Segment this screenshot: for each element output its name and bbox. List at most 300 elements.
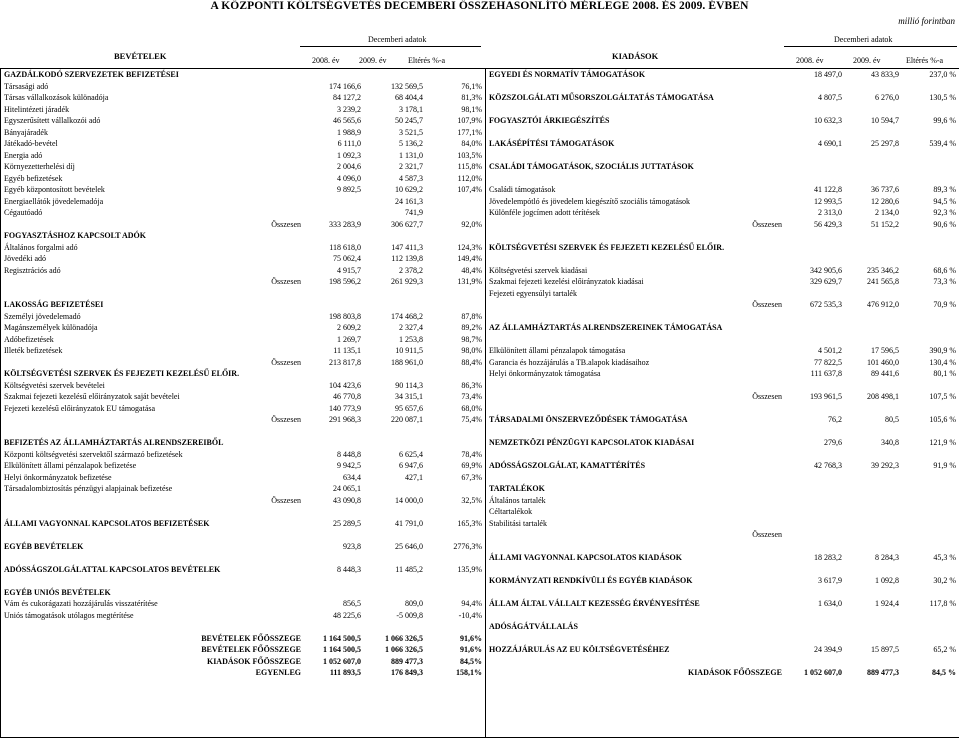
table-row bbox=[1, 656, 484, 668]
value-2009: 1 066 326,5 bbox=[385, 645, 423, 655]
row-label: KIADÁSOK FŐÖSSZEGE bbox=[687, 668, 782, 678]
value-diff bbox=[901, 587, 958, 599]
row-label: BEFIZETÉS AZ ÁLLAMHÁZTARTÁS ALRENDSZEREIBŐL bbox=[4, 438, 224, 448]
value-2009: 5 136,2 bbox=[399, 139, 423, 149]
value-2009 bbox=[363, 230, 425, 242]
row-label: Általános forgalmi adó bbox=[4, 242, 78, 252]
value-2008: 9 892,5 bbox=[337, 185, 361, 195]
row-label bbox=[486, 334, 784, 346]
row-label: Költségvetési szervek bevételei bbox=[4, 380, 105, 390]
row-label: Garancia és hozzájárulás a TB.alapok kiadásaihoz bbox=[489, 357, 650, 367]
value-diff bbox=[425, 575, 484, 587]
value-2009: 12 280,6 bbox=[871, 196, 899, 206]
value-2008: 9 942,5 bbox=[337, 461, 361, 471]
table-row bbox=[1, 483, 484, 495]
value-2009 bbox=[844, 311, 901, 323]
value-2008: 279,6 bbox=[824, 438, 842, 448]
row-label: TÁRSADALMI ÖNSZERVEZŐDÉSEK TÁMOGATÁSA bbox=[489, 415, 688, 425]
value-2008: 6 111,0 bbox=[337, 139, 361, 149]
row-label: Társas vállalkozások különadója bbox=[4, 93, 109, 103]
value-2009 bbox=[363, 368, 425, 380]
value-2008 bbox=[303, 529, 363, 541]
table-row bbox=[486, 552, 958, 564]
value-diff: 80,1 % bbox=[933, 369, 956, 379]
value-2009 bbox=[844, 610, 901, 622]
table-row bbox=[1, 288, 484, 300]
value-2008 bbox=[303, 575, 363, 587]
value-2008: 111 637,8 bbox=[810, 369, 842, 379]
value-diff: 98,7% bbox=[461, 334, 482, 344]
row-label bbox=[486, 656, 784, 668]
table-row bbox=[1, 518, 484, 530]
row-label: ÁLLAM ÁLTAL VÁLLALT KEZESSÉG ÉRVÉNYESÍTÉSE bbox=[489, 599, 700, 609]
value-2009: 220 087,1 bbox=[391, 415, 423, 425]
row-label: ÁLLAMI VAGYONNAL KAPCSOLATOS BEFIZETÉSEK bbox=[4, 518, 210, 528]
table-row bbox=[1, 391, 484, 403]
table-row bbox=[1, 242, 484, 254]
row-label: LAKÁSÉPÍTÉSI TÁMOGATÁSOK bbox=[489, 139, 615, 149]
value-diff bbox=[901, 426, 958, 438]
row-label: Cégautóadó bbox=[4, 208, 43, 218]
value-diff: 88,4% bbox=[461, 357, 482, 367]
table-row bbox=[486, 81, 958, 93]
value-2009: 889 477,3 bbox=[391, 656, 423, 666]
value-diff: 68,0% bbox=[461, 403, 482, 413]
value-diff: 89,3 % bbox=[933, 185, 956, 195]
value-diff: 107,4% bbox=[457, 185, 482, 195]
value-diff: 112,0% bbox=[457, 173, 482, 183]
value-2008: 198 596,2 bbox=[329, 277, 361, 287]
table-row bbox=[486, 621, 958, 633]
row-label bbox=[486, 587, 784, 599]
row-label: Költségvetési szervek kiadásai bbox=[489, 265, 588, 275]
table-row bbox=[486, 564, 958, 576]
table-row bbox=[486, 414, 958, 426]
value-2009: 132 569,5 bbox=[391, 81, 423, 91]
table-row bbox=[486, 357, 958, 369]
value-diff: 81,3% bbox=[461, 93, 482, 103]
left-group-header: Decemberi adatok bbox=[368, 35, 427, 44]
row-label: Egyéb befizetések bbox=[4, 173, 63, 183]
row-label: Összesen bbox=[752, 530, 782, 540]
value-2008: 41 122,8 bbox=[814, 185, 842, 195]
value-diff bbox=[901, 150, 958, 162]
table-row bbox=[1, 564, 484, 576]
row-label: Környezetterhelési díj bbox=[4, 162, 75, 172]
value-2008: 10 632,3 bbox=[814, 116, 842, 126]
value-2009: 112 139,8 bbox=[391, 254, 423, 264]
row-label: KÖZSZOLGÁLATI MŰSORSZOLGÁLTATÁS TÁMOGATÁSA bbox=[489, 93, 714, 103]
table-row bbox=[1, 161, 484, 173]
value-2009 bbox=[844, 633, 901, 645]
value-diff: 99,6 % bbox=[933, 116, 956, 126]
table-row bbox=[1, 81, 484, 93]
value-2008 bbox=[784, 403, 844, 415]
value-2009 bbox=[844, 253, 901, 265]
value-2008 bbox=[303, 621, 363, 633]
value-diff: 91,9 % bbox=[933, 461, 956, 471]
value-2009 bbox=[844, 242, 901, 254]
value-2009 bbox=[363, 437, 425, 449]
value-2009: 1 066 326,5 bbox=[385, 633, 423, 643]
value-2008: 1 052 607,0 bbox=[323, 656, 361, 666]
row-label: Különféle jogcímen adott térítések bbox=[489, 208, 600, 218]
value-diff: 135,9% bbox=[457, 564, 482, 574]
table-row bbox=[1, 552, 484, 564]
value-diff: 177,1% bbox=[457, 127, 482, 137]
value-2009: 11 485,2 bbox=[395, 564, 423, 574]
table-row bbox=[486, 460, 958, 472]
value-2008 bbox=[784, 564, 844, 576]
table-row bbox=[1, 403, 484, 415]
row-label bbox=[486, 426, 784, 438]
row-label: Családi támogatások bbox=[489, 185, 556, 195]
table-row bbox=[1, 127, 484, 139]
row-label: LAKOSSÁG BEFIZETÉSEI bbox=[4, 300, 104, 310]
value-2008: 18 497,0 bbox=[814, 70, 842, 80]
value-diff: 539,4 % bbox=[929, 139, 956, 149]
row-label: AZ ÁLLAMHÁZTARTÁS ALRENDSZEREINEK TÁMOGATÁSA bbox=[489, 323, 723, 333]
value-2009: 2 134,0 bbox=[875, 208, 899, 218]
row-label: KORMÁNYZATI RENDKÍVÜLI ÉS EGYÉB KIADÁSOK bbox=[489, 576, 693, 586]
value-diff bbox=[901, 173, 958, 185]
revenue-table bbox=[1, 69, 484, 679]
row-label bbox=[486, 150, 784, 162]
row-label: Társasági adó bbox=[4, 81, 49, 91]
value-2008 bbox=[784, 161, 844, 173]
table-row bbox=[1, 368, 484, 380]
value-2009 bbox=[844, 403, 901, 415]
value-2008: 56 429,3 bbox=[814, 219, 842, 229]
row-label: Helyi önkormányzatok támogatása bbox=[489, 369, 601, 379]
value-diff bbox=[425, 552, 484, 564]
value-diff: 68,6 % bbox=[933, 265, 956, 275]
value-diff: 73,3 % bbox=[933, 277, 956, 287]
page-title: A KÖZPONTI KÖLTSÉGVETÉS DECEMBERI ÖSSZEHASONLÍTÓ MÉRLEGE 2008. ÉS 2009. ÉVBEN bbox=[210, 0, 749, 12]
value-2009: 10 911,5 bbox=[395, 346, 423, 356]
value-2008 bbox=[784, 173, 844, 185]
table-row bbox=[1, 173, 484, 185]
table-row bbox=[486, 104, 958, 116]
value-2009: 306 627,7 bbox=[391, 219, 423, 229]
value-diff: 48,4% bbox=[461, 265, 482, 275]
value-2009 bbox=[844, 656, 901, 668]
value-2008: 198 803,8 bbox=[329, 311, 361, 321]
row-label: Összesen bbox=[752, 219, 782, 229]
table-row bbox=[1, 253, 484, 265]
value-2009 bbox=[844, 506, 901, 518]
value-diff bbox=[425, 437, 484, 449]
row-label: Fejezeti kezelésű előirányzatok EU támogatása bbox=[4, 403, 156, 413]
value-2009 bbox=[363, 587, 425, 599]
value-diff: 98,0% bbox=[461, 346, 482, 356]
value-diff: 103,5% bbox=[457, 150, 482, 160]
value-2008: 24 394,9 bbox=[814, 645, 842, 655]
value-2009 bbox=[844, 322, 901, 334]
value-2009: 235 346,2 bbox=[867, 265, 899, 275]
table-row bbox=[486, 391, 958, 403]
value-diff bbox=[901, 127, 958, 139]
table-row bbox=[1, 265, 484, 277]
value-2008: 4 915,7 bbox=[337, 265, 361, 275]
table-row bbox=[486, 610, 958, 622]
row-label: Energiaellátók jövedelemadója bbox=[4, 196, 104, 206]
table-row bbox=[486, 196, 958, 208]
value-2008: 2 313,0 bbox=[818, 208, 842, 218]
row-label: HOZZÁJÁRULÁS AZ EU KÖLTSÉGVETÉSÉHEZ bbox=[489, 645, 670, 655]
table-row bbox=[486, 644, 958, 656]
row-label: Összesen bbox=[271, 495, 301, 505]
value-diff: 45,3 % bbox=[933, 553, 956, 563]
value-2009: 188 961,0 bbox=[391, 357, 423, 367]
value-2009: 8 284,3 bbox=[875, 553, 899, 563]
value-2009: 36 737,6 bbox=[871, 185, 899, 195]
table-row bbox=[486, 253, 958, 265]
row-label: Vám és cukorágazati hozzájárulás visszatérítése bbox=[4, 599, 158, 609]
row-label bbox=[486, 230, 784, 242]
value-2009 bbox=[844, 288, 901, 300]
table-row bbox=[1, 575, 484, 587]
value-diff: 92,0% bbox=[461, 219, 482, 229]
value-2008: 8 448,3 bbox=[337, 564, 361, 574]
value-2009 bbox=[363, 575, 425, 587]
value-2008: 1 164 500,5 bbox=[323, 633, 361, 643]
row-label: Általános tartalék bbox=[489, 495, 546, 505]
value-diff bbox=[901, 495, 958, 507]
row-label: ADÓSÁGÁTVÁLLALÁS bbox=[489, 622, 578, 632]
row-label: Egyszerűsített vállalkozói adó bbox=[4, 116, 101, 126]
value-2008 bbox=[784, 621, 844, 633]
row-label: Összesen bbox=[752, 300, 782, 310]
value-diff bbox=[425, 69, 484, 81]
value-2008 bbox=[784, 104, 844, 116]
row-label: Energia adó bbox=[4, 150, 43, 160]
table-row bbox=[1, 426, 484, 438]
row-label bbox=[486, 564, 784, 576]
value-2008: 111 893,5 bbox=[329, 668, 361, 678]
value-2009 bbox=[844, 529, 901, 541]
value-diff bbox=[901, 242, 958, 254]
value-diff bbox=[901, 529, 958, 541]
value-diff: 115,8% bbox=[457, 162, 482, 172]
table-row bbox=[486, 368, 958, 380]
value-2008: 75 062,4 bbox=[333, 254, 361, 264]
table-row bbox=[1, 196, 484, 208]
value-diff bbox=[425, 230, 484, 242]
value-2008: 76,2 bbox=[828, 415, 842, 425]
value-diff bbox=[901, 472, 958, 484]
value-2009: 14 000,0 bbox=[395, 495, 423, 505]
value-2009 bbox=[844, 230, 901, 242]
table-row bbox=[1, 345, 484, 357]
table-row bbox=[1, 207, 484, 219]
value-2009: 39 292,3 bbox=[871, 461, 899, 471]
value-2009: 25 646,0 bbox=[395, 541, 423, 551]
row-label: Regisztrációs adó bbox=[4, 265, 61, 275]
value-2009: 741,9 bbox=[405, 208, 423, 218]
row-label bbox=[1, 552, 303, 564]
value-2009: 50 245,7 bbox=[395, 116, 423, 126]
col-2009-header: 2009. év bbox=[359, 56, 387, 65]
row-label bbox=[486, 253, 784, 265]
value-diff: 67,3% bbox=[461, 472, 482, 482]
table-row bbox=[486, 403, 958, 415]
value-diff: 107,9% bbox=[457, 116, 482, 126]
table-row bbox=[486, 265, 958, 277]
value-diff: 158,1% bbox=[456, 668, 482, 678]
value-2008: 1 052 607,0 bbox=[804, 668, 842, 678]
row-label: KÖLTSÉGVETÉSI SZERVEK ÉS FEJEZETI KEZELÉSŰ ELŐIR. bbox=[489, 242, 725, 252]
row-label: Magánszemélyek különadója bbox=[4, 323, 98, 333]
row-label bbox=[1, 426, 303, 438]
value-2009: 6 276,0 bbox=[875, 93, 899, 103]
value-2009: 1 092,8 bbox=[875, 576, 899, 586]
value-2008 bbox=[784, 288, 844, 300]
value-2008: 43 090,8 bbox=[333, 495, 361, 505]
row-label: KIADÁSOK FŐÖSSZEGE bbox=[206, 656, 301, 666]
table-row bbox=[1, 633, 484, 645]
value-2008: 193 961,5 bbox=[810, 392, 842, 402]
value-diff bbox=[901, 633, 958, 645]
table-row bbox=[1, 610, 484, 622]
value-2009: 34 315,1 bbox=[395, 392, 423, 402]
table-row bbox=[486, 127, 958, 139]
table-row bbox=[486, 575, 958, 587]
value-2009 bbox=[844, 541, 901, 553]
table-row bbox=[1, 472, 484, 484]
row-label: ADÓSSÁGSZOLGÁLAT, KAMATTÉRÍTÉS bbox=[489, 461, 646, 471]
value-diff: 84,5 % bbox=[932, 668, 956, 678]
table-row bbox=[486, 541, 958, 553]
value-2009: 2 321,7 bbox=[399, 162, 423, 172]
value-2009: -5 009,8 bbox=[396, 610, 423, 620]
value-2008: 140 773,9 bbox=[329, 403, 361, 413]
value-2008: 25 289,5 bbox=[333, 518, 361, 528]
table-row bbox=[1, 380, 484, 392]
table-row bbox=[1, 69, 484, 81]
value-diff bbox=[901, 518, 958, 530]
value-2009: 809,0 bbox=[405, 599, 423, 609]
table-row bbox=[486, 633, 958, 645]
value-2009: 476 912,0 bbox=[867, 300, 899, 310]
value-2008 bbox=[303, 69, 363, 81]
value-diff bbox=[901, 656, 958, 668]
row-label bbox=[486, 403, 784, 415]
row-label: Stabilitási tartalék bbox=[489, 518, 547, 528]
value-2008 bbox=[784, 334, 844, 346]
row-label: Összesen bbox=[271, 277, 301, 287]
table-row bbox=[1, 92, 484, 104]
value-2009: 889 477,3 bbox=[867, 668, 899, 678]
table-row bbox=[1, 311, 484, 323]
expense-table bbox=[486, 69, 958, 679]
value-2009: 90 114,3 bbox=[395, 380, 423, 390]
value-2009 bbox=[844, 426, 901, 438]
value-2008: 46 565,6 bbox=[333, 116, 361, 126]
table-row bbox=[486, 656, 958, 668]
value-2008 bbox=[303, 196, 363, 208]
row-label: Játékadó-bevétel bbox=[4, 139, 58, 149]
value-2009: 241 565,8 bbox=[867, 277, 899, 287]
value-2008: 1 634,0 bbox=[818, 599, 842, 609]
row-label: BEVÉTELEK FŐÖSSZEGE bbox=[201, 633, 301, 643]
value-diff bbox=[901, 403, 958, 415]
value-diff bbox=[901, 311, 958, 323]
value-2009: 340,8 bbox=[881, 438, 899, 448]
table-row bbox=[1, 150, 484, 162]
value-2009 bbox=[844, 334, 901, 346]
value-2009: 3 521,5 bbox=[399, 127, 423, 137]
table-row bbox=[486, 184, 958, 196]
value-2008 bbox=[784, 633, 844, 645]
value-2009: 2 378,2 bbox=[399, 265, 423, 275]
value-2008 bbox=[784, 230, 844, 242]
row-label: FOGYASZTÓI ÁRKIEGÉSZÍTÉS bbox=[489, 116, 610, 126]
value-2008: 634,4 bbox=[343, 472, 361, 482]
value-2009: 147 411,3 bbox=[391, 242, 423, 252]
value-diff: 30,2 % bbox=[933, 576, 956, 586]
row-label: Helyi önkormányzatok befizetése bbox=[4, 472, 112, 482]
table-row bbox=[486, 334, 958, 346]
unit-label: millió forintban bbox=[898, 16, 955, 26]
table-row bbox=[486, 276, 958, 288]
value-2009 bbox=[844, 495, 901, 507]
row-label: Központi költségvetési szervektől származó befizetések bbox=[4, 449, 183, 459]
row-label: Hitelintézeti járadék bbox=[4, 104, 70, 114]
value-2008: 84 127,2 bbox=[333, 93, 361, 103]
value-2008 bbox=[784, 587, 844, 599]
value-diff: 98,1% bbox=[461, 104, 482, 114]
table-row bbox=[486, 311, 958, 323]
value-diff: 117,8 % bbox=[929, 599, 956, 609]
value-2009 bbox=[844, 621, 901, 633]
row-label bbox=[486, 173, 784, 185]
value-2008: 4 807,5 bbox=[818, 93, 842, 103]
value-diff bbox=[425, 368, 484, 380]
value-diff: 89,2% bbox=[461, 323, 482, 333]
value-diff bbox=[901, 483, 958, 495]
col-2008-header: 2008. év bbox=[312, 56, 340, 65]
value-2009: 68 404,4 bbox=[395, 93, 423, 103]
table-row bbox=[486, 587, 958, 599]
row-label: Bányajáradék bbox=[4, 127, 48, 137]
value-2008: 1 092,3 bbox=[337, 150, 361, 160]
value-diff: 32,5% bbox=[461, 495, 482, 505]
value-2009: 1 253,8 bbox=[399, 334, 423, 344]
row-label: EGYEDI ÉS NORMATÍV TÁMOGATÁSOK bbox=[489, 70, 646, 80]
table-row bbox=[486, 299, 958, 311]
table-row bbox=[1, 449, 484, 461]
row-label bbox=[1, 288, 303, 300]
table-row bbox=[486, 150, 958, 162]
value-diff: 78,4% bbox=[461, 449, 482, 459]
value-2008 bbox=[784, 495, 844, 507]
value-2008 bbox=[784, 610, 844, 622]
value-2008: 48 225,6 bbox=[333, 610, 361, 620]
table-row bbox=[486, 529, 958, 541]
table-row bbox=[1, 115, 484, 127]
value-diff: 87,8% bbox=[461, 311, 482, 321]
value-diff bbox=[901, 230, 958, 242]
table-row bbox=[1, 184, 484, 196]
row-label bbox=[486, 380, 784, 392]
value-2009 bbox=[844, 564, 901, 576]
table-row bbox=[486, 161, 958, 173]
value-diff bbox=[901, 81, 958, 93]
row-label bbox=[1, 575, 303, 587]
value-2008 bbox=[303, 437, 363, 449]
value-2008 bbox=[303, 299, 363, 311]
